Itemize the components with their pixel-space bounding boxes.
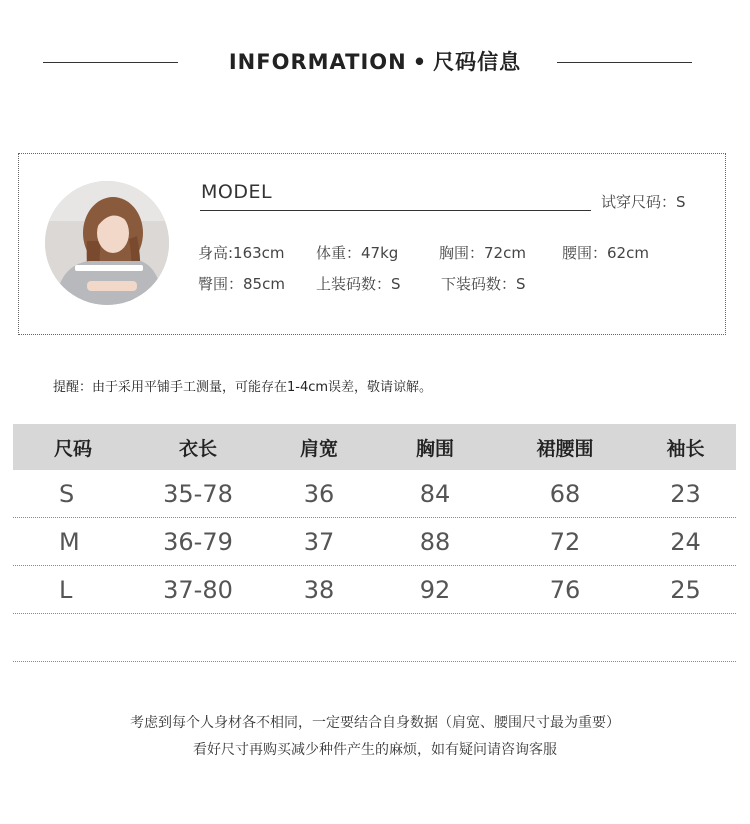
cell-length: 36-79 [163,527,233,556]
table-row [13,518,736,566]
size-table [13,424,736,662]
title-en: INFORMATION [228,50,407,74]
model-top-size: 上装码数：S [316,275,401,293]
model-waist: 腰围：62cm [562,244,649,262]
cell-chest: 88 [419,527,451,556]
cell-shoulder: 38 [303,575,335,604]
cell-skirt-waist: 76 [549,575,581,604]
measurement-note: 提醒：由于采用平铺手工测量，可能存在1-4cm误差，敬请谅解。 [53,380,433,395]
header-length: 衣长 [178,437,217,460]
title-cn: 尺码信息 [433,50,522,74]
model-info-box [18,153,726,335]
cell-sleeve: 25 [670,575,701,604]
cell-length: 35-78 [163,479,233,508]
cell-size: S [59,479,75,508]
model-bottom-size: 下装码数：S [441,275,526,293]
header-size: 尺码 [53,437,92,460]
cell-length: 37-80 [163,575,233,604]
header-chest: 胸围 [415,437,454,460]
table-row [13,566,736,614]
footer-line-1: 考虑到每个人身材各不相同，一定要结合自身数据（肩宽、腰围尺寸最为重要） [130,715,620,731]
model-weight: 体重：47kg [316,244,399,262]
cell-sleeve: 24 [670,527,701,556]
header-sleeve: 袖长 [666,437,705,460]
table-header [13,424,736,470]
table-row-empty [13,614,736,662]
trial-size: 试穿尺码：S [601,193,686,211]
cell-shoulder: 36 [303,479,335,508]
header-right-rule [557,62,692,63]
page-title [0,46,750,76]
cell-size: M [59,527,80,556]
table-row [13,470,736,518]
header-skirt-waist: 裙腰围 [536,437,594,460]
model-hip: 臀围：85cm [198,275,285,293]
model-chest: 胸围：72cm [439,244,526,262]
model-photo-icon [45,181,169,305]
model-avatar [45,181,169,305]
title-separator: • [412,50,428,74]
footer-line-2: 看好尺寸再购买减少种件产生的麻烦，如有疑问请咨询客服 [193,742,557,758]
cell-sleeve: 23 [670,479,701,508]
cell-skirt-waist: 68 [549,479,581,508]
model-rule [200,210,591,211]
cell-skirt-waist: 72 [549,527,581,556]
cell-chest: 84 [419,479,451,508]
model-label: MODEL [201,181,273,203]
cell-size: L [59,575,73,604]
cell-chest: 92 [419,575,451,604]
model-height: 身高:163cm [198,244,285,262]
cell-shoulder: 37 [303,527,335,556]
header-shoulder: 肩宽 [299,437,338,460]
